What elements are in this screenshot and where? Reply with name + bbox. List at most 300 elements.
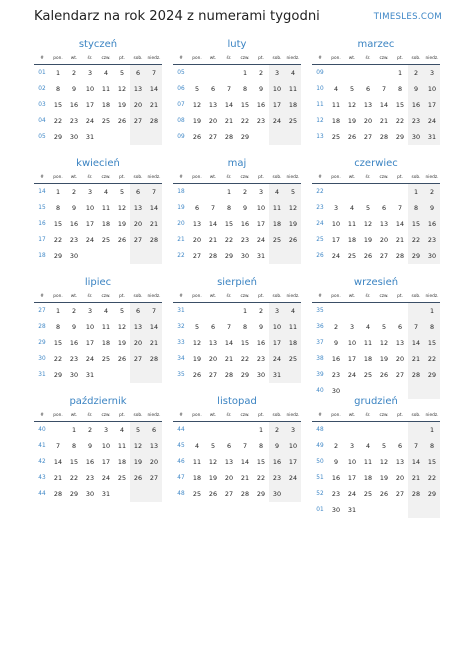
weekday-label: czw. bbox=[101, 56, 111, 61]
week-row bbox=[312, 113, 440, 129]
weekday-label: pt. bbox=[258, 56, 264, 61]
day-cell: 22 bbox=[424, 470, 440, 486]
day-cell: 22 bbox=[53, 236, 63, 244]
day-cell bbox=[98, 367, 114, 383]
day-cell: 6 bbox=[397, 442, 403, 450]
day-cell: 11 bbox=[101, 85, 111, 93]
day-cell: 16 bbox=[408, 97, 424, 113]
day-cell: 26 bbox=[379, 490, 389, 498]
day-cell bbox=[189, 184, 205, 200]
day-cell: 3 bbox=[285, 422, 301, 438]
week-number-header: # bbox=[40, 56, 44, 61]
week-number: 31 bbox=[38, 372, 46, 378]
month-name: sierpień bbox=[217, 277, 257, 288]
weekday-label: niedz. bbox=[147, 294, 161, 299]
day-cell: 1 bbox=[55, 188, 61, 196]
day-cell: 19 bbox=[117, 339, 127, 347]
day-cell: 21 bbox=[240, 474, 250, 482]
day-cell bbox=[82, 248, 98, 264]
day-cell bbox=[392, 303, 408, 319]
week-number: 36 bbox=[316, 324, 324, 330]
day-cell: 28 bbox=[146, 232, 162, 248]
weekday-label: niedz. bbox=[147, 413, 161, 418]
day-cell: 28 bbox=[395, 252, 405, 260]
day-cell: 17 bbox=[347, 355, 357, 363]
weekday-label: sob. bbox=[411, 413, 421, 418]
day-cell: 7 bbox=[55, 442, 61, 450]
weekday-label: śr. bbox=[226, 56, 232, 61]
day-cell: 10 bbox=[347, 458, 357, 466]
day-cell: 11 bbox=[269, 200, 285, 216]
day-cell: 4 bbox=[103, 307, 109, 315]
week-number: 40 bbox=[38, 427, 46, 433]
week-number: 20 bbox=[177, 221, 185, 227]
week-number: 05 bbox=[38, 134, 46, 140]
month-block bbox=[312, 395, 440, 518]
weekday-header bbox=[173, 291, 301, 303]
month-name: lipiec bbox=[84, 277, 112, 288]
day-cell bbox=[114, 367, 130, 383]
day-cell: 18 bbox=[285, 97, 301, 113]
weekday-label: sob. bbox=[272, 56, 282, 61]
day-cell bbox=[130, 248, 146, 264]
weekday-header bbox=[34, 291, 162, 303]
day-cell: 26 bbox=[117, 117, 127, 125]
day-cell: 24 bbox=[85, 236, 95, 244]
day-cell bbox=[189, 422, 205, 438]
day-cell bbox=[114, 486, 130, 502]
day-cell: 26 bbox=[208, 490, 218, 498]
weekday-label: wt. bbox=[209, 413, 217, 418]
day-cell: 8 bbox=[258, 442, 264, 450]
weekday-label: pon. bbox=[331, 56, 341, 61]
week-row bbox=[173, 184, 301, 200]
weekday-label: pon. bbox=[192, 294, 202, 299]
day-cell: 27 bbox=[224, 490, 234, 498]
day-cell: 24 bbox=[85, 355, 95, 363]
day-cell: 3 bbox=[87, 188, 93, 196]
day-cell: 15 bbox=[256, 458, 266, 466]
weekday-label: śr. bbox=[87, 294, 93, 299]
day-cell: 27 bbox=[208, 133, 218, 141]
day-cell: 16 bbox=[256, 339, 266, 347]
week-number-header: # bbox=[179, 413, 183, 418]
day-cell: 20 bbox=[192, 236, 202, 244]
day-cell: 1 bbox=[424, 422, 440, 438]
day-cell: 23 bbox=[256, 355, 266, 363]
day-cell: 18 bbox=[347, 236, 357, 244]
day-cell bbox=[328, 422, 344, 438]
day-cell: 29 bbox=[240, 133, 250, 141]
day-cell: 19 bbox=[192, 117, 202, 125]
day-cell: 29 bbox=[240, 371, 250, 379]
day-cell: 1 bbox=[55, 307, 61, 315]
day-cell: 12 bbox=[363, 220, 373, 228]
weekday-label: pon. bbox=[331, 413, 341, 418]
week-row bbox=[173, 303, 301, 319]
day-cell: 15 bbox=[53, 339, 63, 347]
day-cell: 13 bbox=[395, 458, 405, 466]
day-cell: 14 bbox=[224, 101, 234, 109]
weekday-label: niedz. bbox=[425, 413, 439, 418]
day-cell: 21 bbox=[224, 117, 234, 125]
day-cell: 10 bbox=[347, 339, 357, 347]
day-cell: 17 bbox=[85, 101, 95, 109]
day-cell: 25 bbox=[192, 490, 202, 498]
weekday-label: sob. bbox=[133, 56, 143, 61]
month-block bbox=[34, 38, 162, 145]
weekday-label: czw. bbox=[379, 413, 389, 418]
day-cell: 22 bbox=[395, 117, 405, 125]
month-name: grudzień bbox=[354, 396, 398, 407]
day-cell: 17 bbox=[269, 335, 285, 351]
day-cell: 12 bbox=[130, 438, 146, 454]
day-cell: 5 bbox=[285, 184, 301, 200]
day-cell: 30 bbox=[69, 252, 79, 260]
day-cell: 5 bbox=[194, 85, 200, 93]
day-cell: 25 bbox=[347, 252, 357, 260]
day-cell: 12 bbox=[192, 339, 202, 347]
week-row bbox=[34, 113, 162, 129]
day-cell bbox=[114, 129, 130, 145]
day-cell bbox=[285, 367, 301, 383]
month-block bbox=[173, 276, 301, 383]
day-cell: 5 bbox=[381, 442, 387, 450]
day-cell: 19 bbox=[130, 454, 146, 470]
weekday-header bbox=[34, 410, 162, 422]
day-cell: 10 bbox=[424, 81, 440, 97]
week-number-header: # bbox=[179, 294, 183, 299]
day-cell: 28 bbox=[408, 486, 424, 502]
week-row bbox=[34, 454, 162, 470]
day-cell bbox=[285, 129, 301, 145]
day-cell: 29 bbox=[424, 367, 440, 383]
day-cell bbox=[189, 65, 205, 81]
day-cell: 14 bbox=[379, 101, 389, 109]
week-number: 34 bbox=[177, 356, 185, 362]
day-cell: 25 bbox=[101, 236, 111, 244]
day-cell: 3 bbox=[269, 65, 285, 81]
day-cell: 15 bbox=[53, 101, 63, 109]
day-cell bbox=[392, 422, 408, 438]
day-cell: 20 bbox=[395, 474, 405, 482]
month-name: luty bbox=[227, 39, 247, 50]
weekday-label: pt. bbox=[397, 175, 403, 180]
weekday-label: pt. bbox=[119, 413, 125, 418]
week-row bbox=[34, 97, 162, 113]
day-cell: 17 bbox=[269, 97, 285, 113]
day-cell bbox=[285, 248, 301, 264]
weekday-label: czw. bbox=[240, 413, 250, 418]
week-number: 42 bbox=[38, 459, 46, 465]
day-cell: 31 bbox=[256, 252, 266, 260]
day-cell: 24 bbox=[269, 113, 285, 129]
day-cell bbox=[205, 303, 221, 319]
week-number: 09 bbox=[177, 134, 185, 140]
day-cell: 28 bbox=[146, 351, 162, 367]
day-cell bbox=[360, 422, 376, 438]
weekday-header bbox=[312, 291, 440, 303]
day-cell: 7 bbox=[408, 438, 424, 454]
week-number: 44 bbox=[177, 427, 185, 433]
day-cell: 10 bbox=[101, 442, 111, 450]
day-cell: 23 bbox=[69, 117, 79, 125]
week-row bbox=[173, 200, 301, 216]
day-cell: 23 bbox=[331, 490, 341, 498]
day-cell: 24 bbox=[347, 490, 357, 498]
day-cell: 19 bbox=[347, 117, 357, 125]
day-cell: 24 bbox=[331, 252, 341, 260]
weekday-header bbox=[312, 172, 440, 184]
day-cell bbox=[221, 422, 237, 438]
week-row bbox=[34, 486, 162, 502]
day-cell: 6 bbox=[365, 85, 371, 93]
week-row bbox=[312, 232, 440, 248]
day-cell: 20 bbox=[363, 117, 373, 125]
week-row bbox=[34, 81, 162, 97]
week-row bbox=[173, 81, 301, 97]
day-cell bbox=[98, 129, 114, 145]
weekday-label: sob. bbox=[133, 413, 143, 418]
week-number: 32 bbox=[177, 324, 185, 330]
weekday-label: pt. bbox=[258, 175, 264, 180]
day-cell: 14 bbox=[224, 339, 234, 347]
day-cell: 27 bbox=[208, 371, 218, 379]
day-cell bbox=[360, 65, 376, 81]
day-cell: 27 bbox=[130, 351, 146, 367]
weekday-label: czw. bbox=[101, 413, 111, 418]
month-block bbox=[34, 395, 162, 502]
month-block bbox=[34, 157, 162, 264]
day-cell: 16 bbox=[331, 355, 341, 363]
day-cell: 25 bbox=[285, 351, 301, 367]
week-number: 10 bbox=[316, 86, 324, 92]
day-cell: 10 bbox=[269, 81, 285, 97]
weekday-label: niedz. bbox=[147, 56, 161, 61]
week-row bbox=[312, 470, 440, 486]
day-cell: 13 bbox=[395, 339, 405, 347]
week-row bbox=[34, 351, 162, 367]
month-name: styczeń bbox=[78, 39, 118, 50]
day-cell: 3 bbox=[269, 303, 285, 319]
weekday-label: czw. bbox=[379, 294, 389, 299]
day-cell: 10 bbox=[256, 204, 266, 212]
day-cell: 30 bbox=[424, 248, 440, 264]
day-cell: 29 bbox=[224, 252, 234, 260]
week-row bbox=[312, 422, 440, 438]
week-number: 06 bbox=[177, 86, 185, 92]
day-cell: 13 bbox=[192, 220, 202, 228]
day-cell: 11 bbox=[331, 101, 341, 109]
day-cell: 21 bbox=[395, 236, 405, 244]
day-cell: 31 bbox=[101, 490, 111, 498]
weekday-label: pon. bbox=[53, 413, 63, 418]
weekday-label: pon. bbox=[192, 413, 202, 418]
site-logo[interactable]: TIMESLES.COM bbox=[373, 12, 442, 22]
day-cell: 31 bbox=[347, 506, 357, 514]
day-cell bbox=[253, 129, 269, 145]
week-row bbox=[173, 454, 301, 470]
day-cell: 13 bbox=[146, 438, 162, 454]
day-cell: 2 bbox=[71, 307, 77, 315]
weekday-label: sob. bbox=[272, 175, 282, 180]
day-cell bbox=[328, 65, 344, 81]
week-row bbox=[34, 303, 162, 319]
day-cell: 19 bbox=[363, 236, 373, 244]
weekday-label: śr. bbox=[87, 56, 93, 61]
weekday-label: pt. bbox=[397, 56, 403, 61]
day-cell: 28 bbox=[208, 252, 218, 260]
week-number: 43 bbox=[38, 475, 46, 481]
day-cell: 12 bbox=[379, 339, 389, 347]
month-block bbox=[312, 157, 440, 264]
day-cell: 6 bbox=[381, 204, 387, 212]
day-cell: 27 bbox=[146, 470, 162, 486]
weekday-label: śr. bbox=[87, 175, 93, 180]
week-number: 46 bbox=[177, 459, 185, 465]
week-number-header: # bbox=[40, 294, 44, 299]
day-cell: 24 bbox=[347, 371, 357, 379]
day-cell: 11 bbox=[285, 319, 301, 335]
day-cell: 24 bbox=[285, 470, 301, 486]
week-row bbox=[312, 438, 440, 454]
day-cell bbox=[221, 303, 237, 319]
day-cell: 10 bbox=[85, 85, 95, 93]
day-cell: 25 bbox=[363, 490, 373, 498]
day-cell: 20 bbox=[130, 97, 146, 113]
day-cell: 25 bbox=[117, 474, 127, 482]
weekday-label: czw. bbox=[379, 56, 389, 61]
day-cell: 25 bbox=[363, 371, 373, 379]
day-cell: 1 bbox=[397, 69, 403, 77]
day-cell: 19 bbox=[208, 474, 218, 482]
day-cell: 27 bbox=[130, 113, 146, 129]
day-cell: 15 bbox=[69, 458, 79, 466]
day-cell bbox=[146, 248, 162, 264]
day-cell: 18 bbox=[101, 220, 111, 228]
weekday-label: czw. bbox=[240, 56, 250, 61]
week-number: 03 bbox=[38, 102, 46, 108]
weekday-label: śr. bbox=[226, 413, 232, 418]
day-cell: 5 bbox=[119, 69, 125, 77]
week-number: 18 bbox=[38, 253, 46, 259]
day-cell: 21 bbox=[208, 236, 218, 244]
day-cell: 23 bbox=[69, 236, 79, 244]
day-cell: 17 bbox=[331, 236, 341, 244]
day-cell: 21 bbox=[408, 470, 424, 486]
week-number-header: # bbox=[179, 175, 183, 180]
day-cell bbox=[376, 65, 392, 81]
weekday-label: wt. bbox=[209, 294, 217, 299]
day-cell: 1 bbox=[226, 188, 232, 196]
day-cell bbox=[146, 486, 162, 502]
day-cell: 3 bbox=[103, 426, 109, 434]
day-cell bbox=[328, 303, 344, 319]
day-cell: 3 bbox=[349, 323, 355, 331]
week-number: 25 bbox=[316, 237, 324, 243]
day-cell: 18 bbox=[285, 335, 301, 351]
day-cell: 4 bbox=[103, 188, 109, 196]
day-cell: 8 bbox=[424, 319, 440, 335]
day-cell: 30 bbox=[69, 133, 79, 141]
day-cell: 4 bbox=[103, 69, 109, 77]
day-cell: 1 bbox=[71, 426, 77, 434]
day-cell: 11 bbox=[363, 339, 373, 347]
day-cell: 20 bbox=[146, 454, 162, 470]
day-cell: 19 bbox=[285, 216, 301, 232]
weekday-label: wt. bbox=[70, 413, 78, 418]
day-cell: 30 bbox=[331, 506, 341, 514]
day-cell: 15 bbox=[53, 220, 63, 228]
day-cell: 7 bbox=[146, 184, 162, 200]
weekday-label: sob. bbox=[272, 413, 282, 418]
weekday-label: wt. bbox=[209, 175, 217, 180]
day-cell: 4 bbox=[285, 65, 301, 81]
week-number: 30 bbox=[38, 356, 46, 362]
day-cell: 19 bbox=[379, 355, 389, 363]
day-cell: 21 bbox=[379, 117, 389, 125]
month-block bbox=[173, 395, 301, 502]
day-cell: 9 bbox=[87, 442, 93, 450]
week-number-header: # bbox=[179, 56, 183, 61]
day-cell: 23 bbox=[408, 113, 424, 129]
day-cell: 5 bbox=[365, 204, 371, 212]
weekday-label: śr. bbox=[87, 413, 93, 418]
day-cell: 3 bbox=[87, 307, 93, 315]
day-cell: 24 bbox=[269, 351, 285, 367]
day-cell: 7 bbox=[381, 85, 387, 93]
day-cell: 30 bbox=[69, 371, 79, 379]
weekday-label: pon. bbox=[53, 56, 63, 61]
day-cell bbox=[146, 367, 162, 383]
day-cell: 28 bbox=[224, 133, 234, 141]
month-name: październik bbox=[69, 396, 127, 407]
day-cell bbox=[146, 129, 162, 145]
day-cell: 9 bbox=[71, 85, 77, 93]
day-cell: 26 bbox=[117, 236, 127, 244]
weekday-label: śr. bbox=[365, 56, 371, 61]
day-cell: 7 bbox=[408, 319, 424, 335]
day-cell: 15 bbox=[424, 454, 440, 470]
day-cell: 8 bbox=[71, 442, 77, 450]
day-cell: 18 bbox=[331, 117, 341, 125]
day-cell: 14 bbox=[208, 220, 218, 228]
week-row bbox=[312, 319, 440, 335]
day-cell: 5 bbox=[349, 85, 355, 93]
weekday-label: sob. bbox=[133, 294, 143, 299]
day-cell: 6 bbox=[210, 323, 216, 331]
week-number-header: # bbox=[40, 413, 44, 418]
day-cell: 9 bbox=[333, 339, 339, 347]
day-cell bbox=[376, 184, 392, 200]
weekday-label: pt. bbox=[397, 413, 403, 418]
week-row bbox=[312, 65, 440, 81]
week-number-header: # bbox=[318, 175, 322, 180]
day-cell bbox=[408, 502, 424, 518]
week-row bbox=[173, 97, 301, 113]
day-cell: 20 bbox=[208, 117, 218, 125]
week-number: 22 bbox=[177, 253, 185, 259]
day-cell bbox=[424, 502, 440, 518]
day-cell: 16 bbox=[69, 339, 79, 347]
day-cell: 18 bbox=[363, 474, 373, 482]
day-cell bbox=[392, 184, 408, 200]
day-cell: 12 bbox=[285, 200, 301, 216]
day-cell: 23 bbox=[331, 371, 341, 379]
week-number: 29 bbox=[38, 340, 46, 346]
day-cell: 29 bbox=[395, 133, 405, 141]
week-number: 27 bbox=[38, 308, 46, 314]
